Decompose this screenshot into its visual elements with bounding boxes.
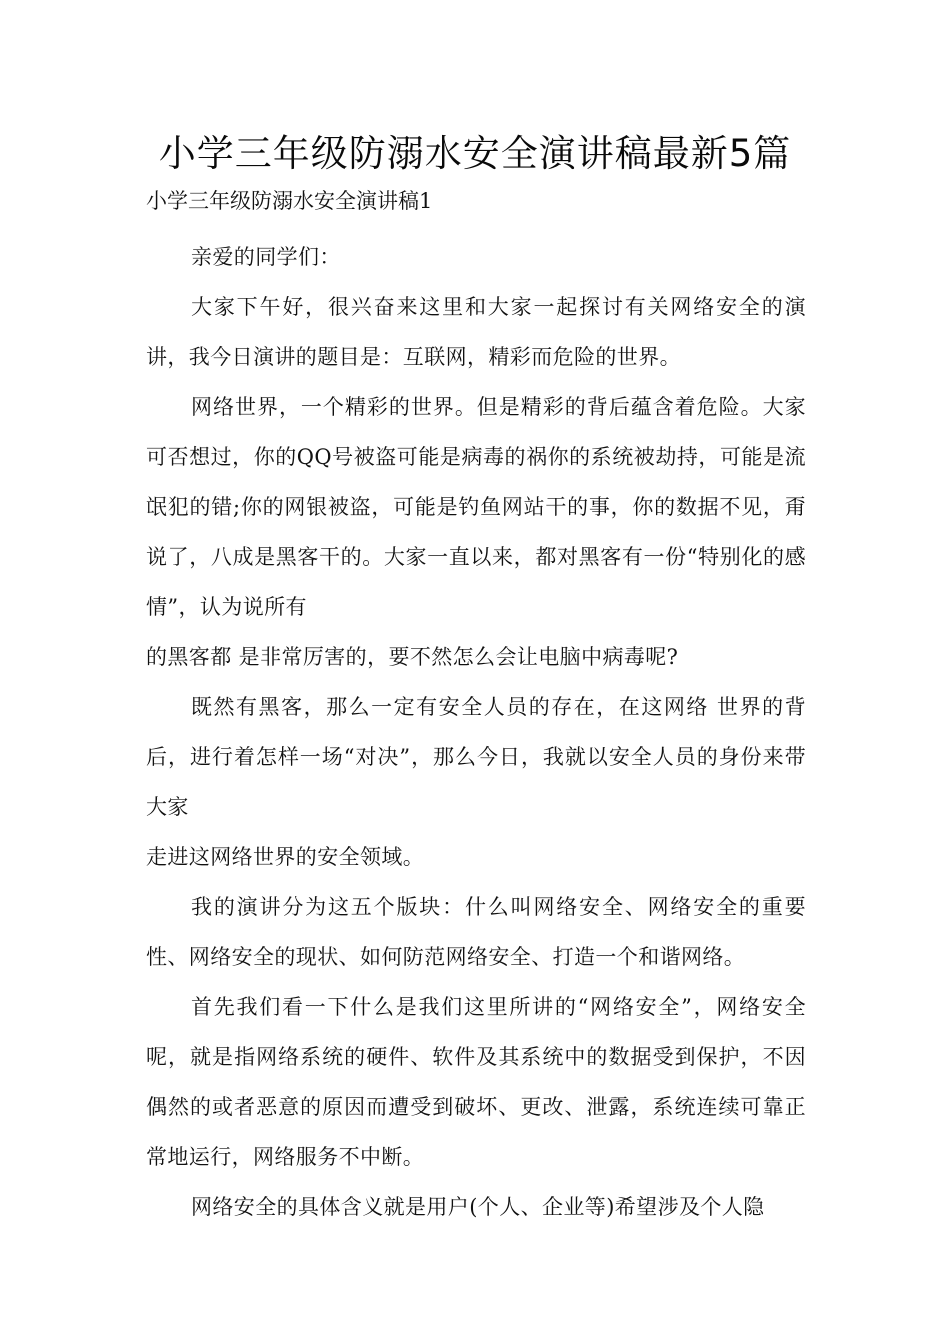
- paragraph-greeting: 亲爱的同学们：: [191, 245, 341, 269]
- paragraph: 走进这网络世界的安全领域。: [146, 845, 425, 869]
- paragraph: 大家下午好，很兴奋来这里和大家一起探讨有关网络安全的演讲，我今日演讲的题目是：互联网，精彩而危险的世界。: [146, 295, 806, 369]
- document-subtitle: 小学三年级防溺水安全演讲稿1: [146, 189, 433, 213]
- document-title: 小学三年级防溺水安全演讲稿最新5篇: [158, 132, 792, 175]
- document-body: [146, 232, 806, 1232]
- paragraph: 的黑客都 是非常厉害的，要不然怎么会让电脑中病毒呢?: [146, 645, 679, 669]
- paragraph: 我的演讲分为这五个版块：什么叫网络安全、网络安全的重要性、网络安全的现状、如何防范网络安全、打造一个和谐网络。: [146, 895, 806, 969]
- paragraph: 既然有黑客，那么一定有安全人员的存在，在这网络 世界的背后，进行着怎样一场“对决”，那么今日，我就以安全人员的身份来带大家: [146, 695, 806, 819]
- paragraph: 首先我们看一下什么是我们这里所讲的“网络安全”，网络安全呢，就是指网络系统的硬件、软件及其系统中的数据受到保护，不因偶然的或者恶意的原因而遭受到破坏、更改、泄露，系统连续可靠正常地运行，网络服务不中断。: [146, 995, 806, 1169]
- paragraph: 网络世界，一个精彩的世界。但是精彩的背后蕴含着危险。大家可否想过，你的QQ号被盗可能是病毒的祸你的系统被劫持，可能是流氓犯的错;你的网银被盗，可能是钓鱼网站干的事，你的数据不见，甭说了，八成是黑客干的。大家一直以来，都对黑客有一份“特别化的感情”，认为说所有: [146, 395, 806, 619]
- paragraph: 网络安全的具体含义就是用户(个人、企业等)希望涉及个人隐: [191, 1195, 765, 1219]
